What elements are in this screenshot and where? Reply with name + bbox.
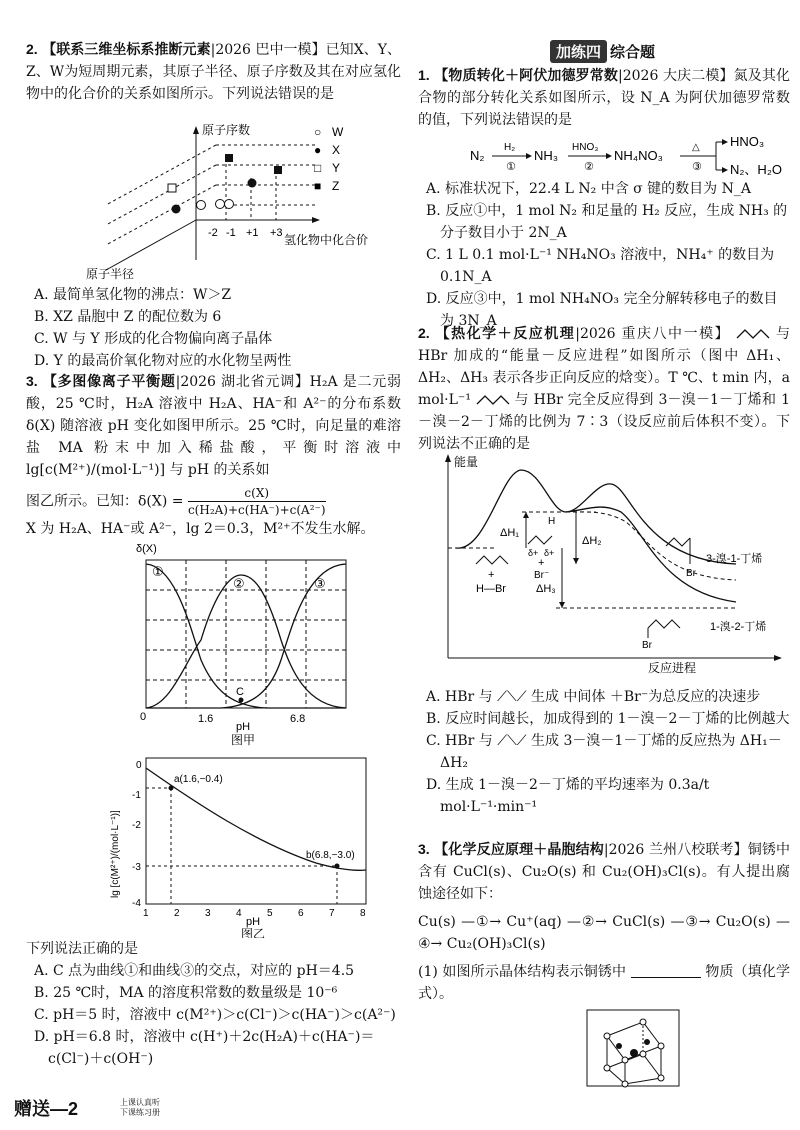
legend	[314, 125, 344, 193]
option: D. Y 的最高价氧化物对应的水化物呈两性	[34, 353, 292, 369]
butadiene-icon	[476, 394, 510, 406]
question-stem: 已知X、Y、Z、W为短周期元素，其原子半径、原子序数及其在对应氢化物中的化合价的关系如图所示。下列说法错误的是	[26, 42, 402, 102]
reagent: H₂	[504, 142, 516, 153]
options-lead: 下列说法正确的是	[26, 941, 138, 957]
fraction-denominator: c(H₂A)+c(HA⁻)+c(A²⁻)	[187, 503, 326, 517]
h-label: H	[548, 516, 556, 527]
question-source: |2026 重庆八中一模】	[575, 326, 731, 342]
legend-name: Z	[332, 179, 340, 193]
legend-sym: ○	[314, 125, 322, 139]
xtick: 4	[236, 908, 242, 919]
point-x2	[172, 205, 181, 214]
reagent: HNO₃	[572, 142, 599, 153]
question-stem: 与 HBr 加成的“能量－反应进程”如图所示（图中 ΔH₁、ΔH₂、ΔH₃ 表示各步正向反应的焓变）。T ℃、t min 内，a mol·L⁻¹	[418, 326, 791, 408]
question-source: |2026 巴中一模】	[210, 42, 326, 58]
ytick: -3	[132, 862, 141, 873]
species: N₂、H₂O	[730, 162, 782, 177]
prod2-struct	[648, 620, 680, 628]
option: C. pH＝5 时，溶液中 c(M²⁺)＞c(Cl⁻)＞c(HA⁻)＞c(A²⁻)	[34, 1007, 396, 1023]
question-2	[26, 38, 401, 105]
xtick: 6	[298, 908, 304, 919]
question-number: 3.	[26, 373, 38, 389]
tick: 1.6	[198, 713, 214, 725]
point-z2	[274, 166, 282, 174]
tick: -1	[226, 227, 236, 239]
xlabel: 反应进程	[648, 661, 697, 674]
legend-sym: ●	[314, 143, 322, 157]
legend-sym: □	[314, 161, 322, 175]
subquestion-text: 物质（填化学式）。	[418, 964, 791, 1002]
ytick: 0	[136, 760, 142, 771]
xtick: 1	[143, 908, 149, 919]
answer-blank[interactable]	[631, 963, 701, 978]
species: NH₄NO₃	[614, 148, 663, 163]
question-r3	[418, 838, 790, 1005]
option: A. HBr 与 ⟋⟍⟋ 生成 中间体 ＋Br⁻为总反应的决速步	[426, 689, 761, 705]
question-number: 3.	[418, 841, 430, 857]
legend-sym: ■	[314, 179, 322, 193]
dh1-label: ΔH₁	[500, 527, 520, 539]
point-y1	[168, 184, 176, 192]
plus: +	[488, 569, 495, 581]
figA-xlabel: pH	[236, 721, 251, 733]
question-r1-options	[418, 178, 790, 332]
option: A. C 点为曲线①和曲线③的交点，对应的 pH＝4.5	[34, 963, 355, 979]
y-axis-label: 原子序数	[202, 123, 251, 137]
figure-3d-coordinate	[66, 120, 386, 280]
xtick: 8	[360, 908, 366, 919]
option: A. 标准状况下，22.4 L N₂ 中含 σ 键的数目为 N_A	[426, 181, 751, 197]
question-source: |2026 兰州八校联考】	[603, 842, 748, 858]
curve-label: ①	[152, 564, 164, 579]
question-3-options	[26, 938, 401, 1070]
option: D. 反应③中，1 mol NH₄NO₃ 完全分解转移电子的数目为 3N_A	[426, 291, 778, 329]
option: B. 25 ℃时，MA 的溶度积常数的数量级是 10⁻⁶	[34, 985, 338, 1001]
option: C. 1 L 0.1 mol·L⁻¹ NH₄NO₃ 溶液中，NH₄⁺ 的数目为 0.1N_A	[426, 247, 775, 285]
question-source: |2026 大庆二模】	[618, 68, 734, 84]
point-w2	[216, 200, 225, 209]
curve-label: ②	[233, 576, 245, 591]
point-z1	[225, 154, 233, 162]
footer-slogan-line: 下课练习册	[120, 1108, 160, 1117]
species: NH₃	[534, 148, 559, 163]
tick: 6.8	[290, 713, 306, 725]
corrosion-path: Cu(s) —①→ Cu⁺(aq) —②→ CuCl(s) —③→ Cu₂O(s) —④→ Cu₂(OH)₃Cl(s)	[418, 914, 790, 952]
question-number: 2.	[418, 325, 430, 341]
question-tag: 【多图像离子平衡题	[42, 373, 176, 389]
question-stem: H₂A 是二元弱酸，25 ℃时，H₂A 溶液中 H₂A、HA⁻和 A²⁻的分布系数 δ(X) 随溶液 pH 变化如图甲所示。25 ℃时，向足量的难溶盐 MA 粉末中加入稀盐酸，平衡时溶液中 lg[c(M²⁺)/(mol·L⁻¹)] 与 pH 的关系如	[26, 374, 402, 478]
subquestion-text: (1) 如图所示晶体结构表示铜锈中	[418, 964, 627, 980]
question-r2-options	[418, 686, 790, 818]
question-r2	[418, 322, 790, 455]
conversion-scheme	[470, 132, 790, 178]
plus: +	[538, 557, 545, 569]
energy-curve-1	[456, 470, 736, 564]
step-label: ①	[506, 161, 516, 173]
option: C. W 与 Y 形成的化合物偏向离子晶体	[34, 331, 273, 347]
ylabel: 能量	[454, 455, 479, 469]
x-axis-label: 氢化物中化合价	[284, 233, 369, 247]
cation-struct	[528, 536, 552, 544]
tick: +3	[270, 227, 283, 239]
option: D. pH＝6.8 时，溶液中 c(H⁺)＋2c(H₂A)＋c(HA⁻)＝c(Cl⁻)＋c(OH⁻)	[34, 1029, 375, 1067]
question-tag: 【热化学＋反应机理	[435, 325, 576, 341]
figA-caption: 图甲	[231, 733, 256, 747]
option: D. 生成 1－溴－2－丁烯的平均速率为 0.3a/t mol·L⁻¹·min⁻¹	[426, 777, 710, 815]
point-a-label: a(1.6,−0.4)	[174, 774, 223, 785]
section-label: 加练四	[550, 40, 607, 63]
footer-slogan-line: 上课认真听	[120, 1098, 160, 1107]
question-2-options	[26, 284, 401, 372]
xtick: 3	[205, 908, 211, 919]
species: HNO₃	[730, 134, 765, 149]
energy-profile	[436, 452, 790, 674]
point-c-label: C	[236, 686, 244, 698]
question-tag: 【化学反应原理＋晶胞结构	[434, 841, 604, 857]
question-tag: 【联系三维坐标系推断元素	[42, 41, 211, 57]
xtick: 2	[174, 908, 180, 919]
step-label: ③	[692, 161, 702, 173]
br-label: Br⁻	[534, 570, 550, 581]
tick: +1	[246, 227, 259, 239]
delta-label: δ+	[544, 548, 555, 558]
section-title: 综合题	[610, 44, 656, 61]
tick: -2	[208, 227, 218, 239]
legend-name: X	[332, 143, 341, 157]
species: N₂	[470, 148, 485, 163]
figure-jia	[136, 540, 376, 750]
figA-ylabel: δ(X)	[136, 543, 157, 555]
option: B. XZ 晶胞中 Z 的配位数为 6	[34, 309, 222, 325]
legend-name: Y	[332, 161, 341, 175]
figure-yi	[106, 748, 386, 938]
option: C. HBr 与 ⟋⟍⟋ 生成 3－溴－1－丁烯的反应热为 ΔH₁－ΔH₂	[426, 733, 782, 771]
point-w1	[197, 201, 206, 210]
question-source: |2026 湖北省元调】	[175, 374, 310, 390]
fraction-numerator: c(X)	[188, 485, 326, 502]
point-x1	[248, 179, 257, 188]
prod2-label: 1-溴-2-丁烯	[710, 621, 767, 633]
prod1-label: 3-溴-1-丁烯	[706, 553, 763, 565]
question-number: 2.	[26, 41, 38, 57]
footer-label: 赠送—2	[14, 1099, 79, 1119]
question-3	[26, 370, 401, 540]
step-label: ②	[584, 161, 594, 173]
option: B. 反应时间越长，加成得到的 1－溴－2－丁烯的比例越大	[426, 711, 790, 727]
prod1-br: Br	[686, 568, 696, 579]
curve-label: ③	[314, 576, 326, 591]
question-r1	[418, 64, 790, 131]
question-number: 1.	[418, 67, 430, 83]
question-stem: 与 HBr 完全反应得到 3－溴－1－丁烯和 1－溴－2－丁烯的比例为 7∶3（设反应前后体积不变）。下列说法不正确的是	[418, 392, 791, 452]
delta-label: δ+	[528, 548, 539, 558]
legend-name: W	[332, 125, 344, 139]
crystal-cell-figure	[583, 1006, 683, 1090]
prod2-br: Br	[642, 640, 652, 651]
point-b-label: b(6.8,−3.0)	[306, 850, 355, 861]
dh2-label: ΔH₂	[582, 535, 602, 547]
condition: △	[692, 142, 700, 153]
xtick: 5	[267, 908, 273, 919]
question-stem: X 为 H₂A、HA⁻或 A²⁻，lg 2＝0.3，M²⁺不发生水解。	[26, 521, 375, 537]
butadiene-icon	[736, 328, 770, 340]
option: A. 最简单氢化物的沸点：W＞Z	[34, 287, 232, 303]
curve-2	[146, 575, 346, 708]
figB-ylabel: lg [c(M²⁺)/(mol·L⁻¹)]	[110, 810, 121, 898]
dh3-label: ΔH₃	[536, 583, 556, 595]
figB-caption: 图乙	[241, 927, 266, 938]
tick: 0	[140, 711, 147, 723]
option: B. 反应①中，1 mol N₂ 和足量的 H₂ 反应，生成 NH₃ 的分子数目小于 2N_A	[426, 203, 788, 241]
z-axis	[106, 220, 196, 270]
diene-struct	[476, 556, 508, 564]
point-w3	[225, 200, 234, 209]
z-axis-label: 原子半径	[86, 267, 135, 280]
xtick: 7	[329, 908, 335, 919]
ytick: -4	[132, 898, 141, 909]
ytick: -1	[132, 790, 141, 801]
question-stem: 铜锈中含有 CuCl(s)、Cu₂O(s) 和 Cu₂(OH)₃Cl(s)。有人提出腐蚀途径如下：	[418, 842, 791, 902]
ytick: -2	[132, 820, 141, 831]
reactant-label: H—Br	[476, 583, 506, 595]
figB-xlabel: pH	[246, 916, 261, 928]
question-stem: 图乙所示。已知：δ(X) =	[26, 493, 184, 510]
question-tag: 【物质转化＋阿伏加德罗常数	[434, 67, 619, 83]
section-header	[550, 40, 655, 63]
question-stem: 氮及其化合物的部分转化关系如图所示，设 N_A 为阿伏加德罗常数的值，下列说法错误的是	[418, 68, 791, 128]
footer-slogan	[120, 1098, 160, 1118]
